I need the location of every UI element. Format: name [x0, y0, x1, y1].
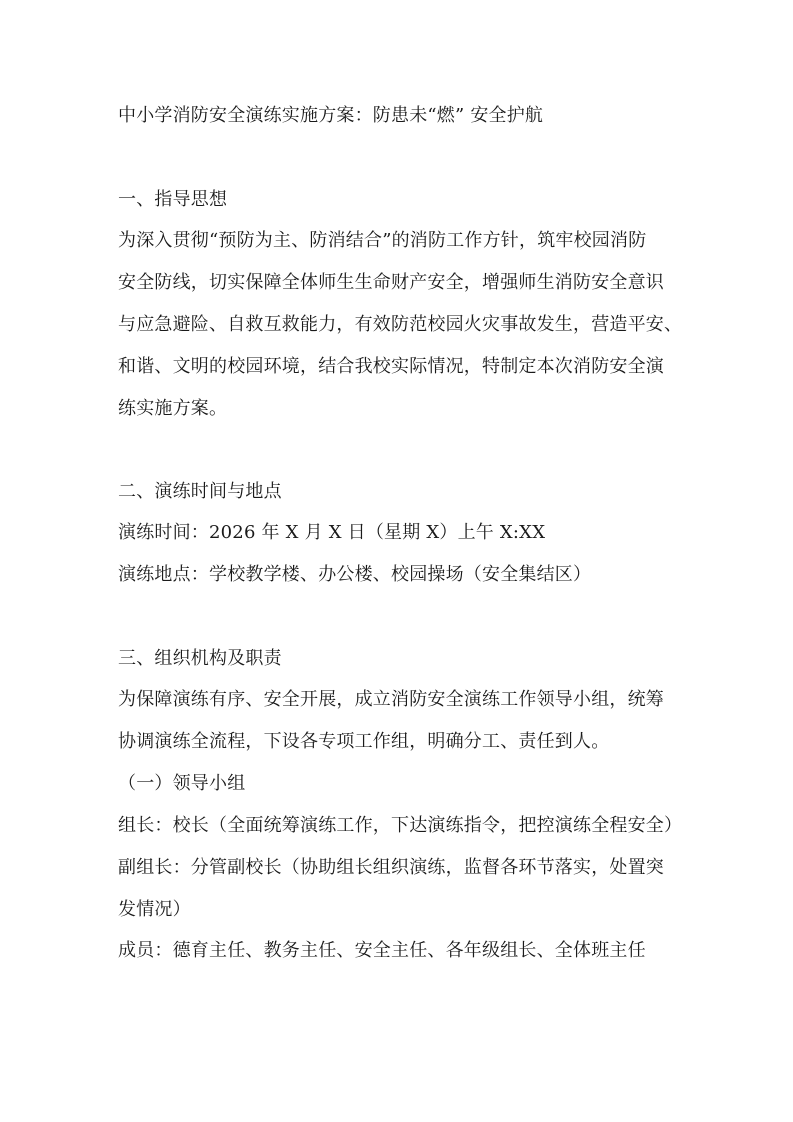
- section-1-paragraph-line: 与应急避险、自救互救能力，有效防范校园火灾事故发生，营造平安、: [118, 314, 683, 335]
- section-3-paragraph-line: 协调演练全流程，下设各专项工作组，明确分工、责任到人。: [118, 731, 610, 752]
- section-3-heading: 三、组织机构及职责: [118, 648, 282, 669]
- deputy-leader-line: 发情况）: [118, 899, 191, 920]
- group-members: 成员：德育主任、教务主任、安全主任、各年级组长、全体班主任: [118, 940, 646, 961]
- group-leader: 组长：校长（全面统筹演练工作，下达演练指令，把控演练全程安全）: [118, 815, 683, 836]
- drill-time: 演练时间：2026 年 X 月 X 日（星期 X）上午 X:XX: [118, 522, 546, 543]
- section-1-paragraph-line: 安全防线，切实保障全体师生生命财产安全，增强师生消防安全意识: [118, 272, 664, 293]
- section-1-heading: 一、指导思想: [118, 189, 228, 210]
- section-3-paragraph-line: 为保障演练有序、安全开展，成立消防安全演练工作领导小组，统筹: [118, 689, 664, 710]
- section-1-paragraph-line: 和谐、文明的校园环境，结合我校实际情况，特制定本次消防安全演: [118, 356, 664, 377]
- section-2-heading: 二、演练时间与地点: [118, 481, 282, 502]
- section-1-paragraph-line: 练实施方案。: [118, 398, 228, 419]
- drill-place: 演练地点：学校教学楼、办公楼、校园操场（安全集结区）: [118, 564, 592, 585]
- document-title: 中小学消防安全演练实施方案：防患未“燃” 安全护航: [118, 105, 544, 126]
- leadership-group-subheading: （一）领导小组: [118, 773, 246, 794]
- deputy-leader-line: 副组长：分管副校长（协助组长组织演练，监督各环节落实，处置突: [118, 857, 664, 878]
- section-1-paragraph-line: 为深入贯彻“预防为主、防消结合”的消防工作方针，筑牢校园消防: [118, 230, 647, 251]
